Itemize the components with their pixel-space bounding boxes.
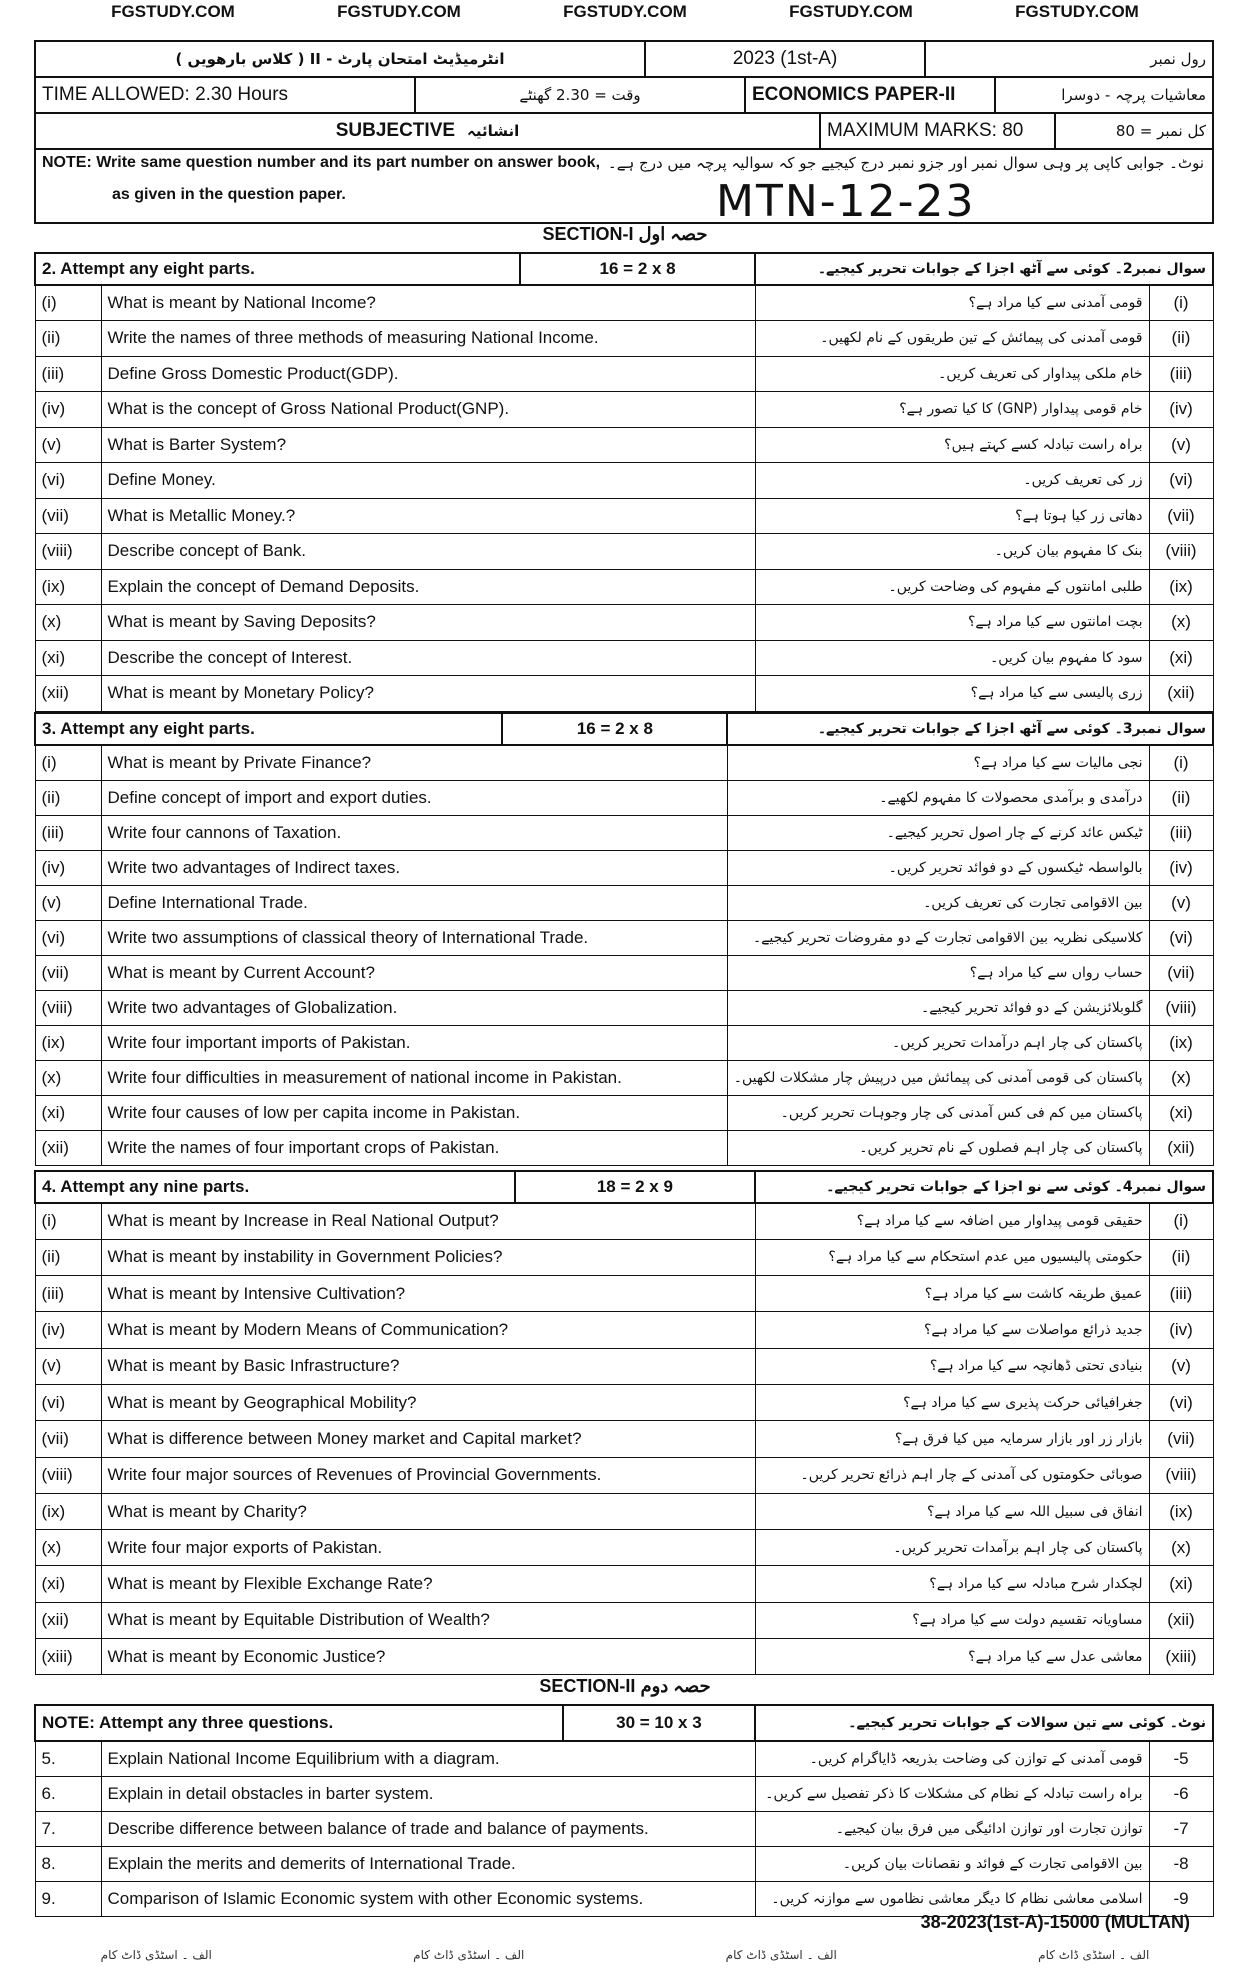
question-row <box>35 1457 1213 1493</box>
part-number: 6. <box>35 1776 101 1811</box>
note-line-1: NOTE: Write same question number and its part number on answer book, <box>42 154 601 171</box>
question-3-table <box>34 712 1214 1166</box>
question-row <box>35 1203 1213 1239</box>
part-number-urdu: (v) <box>1149 885 1213 920</box>
question-text-urdu: بنک کا مفہوم بیان کریں۔ <box>755 534 1149 570</box>
part-number: (xiii) <box>35 1639 101 1675</box>
question-row <box>35 1881 1213 1916</box>
part-number-urdu: (x) <box>1149 1530 1213 1566</box>
question-text-urdu: انفاق فی سبیل اللہ سے کیا مراد ہے؟ <box>755 1493 1149 1529</box>
part-number: (xi) <box>35 1566 101 1602</box>
question-row <box>35 1493 1213 1529</box>
question-text-urdu: عمیق طریقہ کاشت سے کیا مراد ہے؟ <box>755 1276 1149 1312</box>
part-number: (iii) <box>35 1276 101 1312</box>
question-row <box>35 1602 1213 1638</box>
part-number-urdu: -5 <box>1149 1741 1213 1776</box>
question-text-english: Write four major exports of Pakistan. <box>101 1530 755 1566</box>
question-text-urdu: بالواسطہ ٹیکسوں کے دو فوائد تحریر کریں۔ <box>727 850 1149 885</box>
part-number: (iii) <box>35 815 101 850</box>
question-2-table <box>34 252 1214 712</box>
question-text-urdu: زر کی تعریف کریں۔ <box>755 463 1149 499</box>
question-text-english: What is meant by Basic Infrastructure? <box>101 1348 755 1384</box>
part-number-urdu: (vi) <box>1149 920 1213 955</box>
part-number-urdu: (vii) <box>1149 1421 1213 1457</box>
part-number-urdu: -8 <box>1149 1846 1213 1881</box>
question-row <box>35 920 1213 955</box>
part-number-urdu: -7 <box>1149 1811 1213 1846</box>
question-text-urdu: اسلامی معاشی نظام کا دیگر معاشی نظاموں سے موازنہ کریں۔ <box>755 1881 1149 1916</box>
part-number-urdu: -6 <box>1149 1776 1213 1811</box>
part-number: (v) <box>35 1348 101 1384</box>
part-number: (vii) <box>35 955 101 990</box>
part-number: (xii) <box>35 1602 101 1638</box>
note-line-2: as given in the question paper. <box>112 186 346 203</box>
question-row <box>35 1421 1213 1457</box>
question-row <box>35 990 1213 1025</box>
question-text-urdu: قومی آمدنی سے کیا مراد ہے؟ <box>755 285 1149 321</box>
part-number: (vi) <box>35 463 101 499</box>
part-number: 5. <box>35 1741 101 1776</box>
part-number-urdu: (iii) <box>1149 1276 1213 1312</box>
question-row <box>35 1025 1213 1060</box>
question-text-urdu: لچکدار شرح مبادلہ سے کیا مراد ہے؟ <box>755 1566 1149 1602</box>
part-number: (vi) <box>35 920 101 955</box>
part-number: (xii) <box>35 676 101 712</box>
part-number: (ii) <box>35 1239 101 1275</box>
question-text-urdu: بچت امانتوں سے کیا مراد ہے؟ <box>755 605 1149 641</box>
question-text-urdu: بازار زر اور بازار سرمایہ میں کیا فرق ہے؟ <box>755 1421 1149 1457</box>
question-row <box>35 850 1213 885</box>
question-4-table <box>34 1170 1214 1675</box>
watermark: FGSTUDY.COM <box>1015 2 1139 21</box>
part-number: (ii) <box>35 780 101 815</box>
time-allowed: TIME ALLOWED: 2.30 Hours <box>36 78 416 112</box>
max-marks: MAXIMUM MARKS: 80 <box>821 114 1056 148</box>
q4-title: 4. Attempt any nine parts. <box>35 1171 515 1203</box>
part-number: 8. <box>35 1846 101 1881</box>
question-text-urdu: سود کا مفہوم بیان کریں۔ <box>755 640 1149 676</box>
watermark: الف ۔ اسٹڈی ڈاٹ کام <box>100 1948 212 1962</box>
question-text-urdu: پاکستان کی چار اہم برآمدات تحریر کریں۔ <box>755 1530 1149 1566</box>
question-text-urdu: براہ راست تبادلہ کسے کہتے ہیں؟ <box>755 427 1149 463</box>
part-number: (v) <box>35 427 101 463</box>
question-row <box>35 1566 1213 1602</box>
question-row <box>35 1741 1213 1776</box>
question-text-urdu: پاکستان میں کم فی کس آمدنی کی چار وجوہات تحریر کریں۔ <box>727 1095 1149 1130</box>
question-text-english: What is the concept of Gross National Product(GNP). <box>101 392 755 428</box>
paper-code: 38-2023(1st-A)-15000 (MULTAN) <box>920 1912 1190 1932</box>
question-row <box>35 745 1213 780</box>
question-text-urdu: حقیقی قومی پیداوار میں اضافہ سے کیا مراد ہے؟ <box>755 1203 1149 1239</box>
question-text-urdu: پاکستان کی چار اہم فصلوں کے نام تحریر کریں۔ <box>727 1130 1149 1165</box>
question-text-english: Describe difference between balance of trade and balance of payments. <box>101 1811 755 1846</box>
question-row <box>35 1276 1213 1312</box>
part-number-urdu: (x) <box>1149 605 1213 641</box>
part-number-urdu: (viii) <box>1149 990 1213 1025</box>
q5-title-urdu: نوٹ۔ کوئی سے تین سوالات کے جوابات تحریر کیجیے۔ <box>755 1705 1213 1741</box>
question-text-english: What is meant by Private Finance? <box>101 745 727 780</box>
question-text-english: What is meant by Saving Deposits? <box>101 605 755 641</box>
question-row <box>35 569 1213 605</box>
q3-title-urdu: سوال نمبر3۔ کوئی سے آٹھ اجزا کے جوابات تحریر کیجیے۔ <box>727 713 1213 745</box>
question-row <box>35 427 1213 463</box>
watermark: الف ۔ اسٹڈی ڈاٹ کام <box>1038 1948 1150 1962</box>
question-text-urdu: معاشی عدل سے کیا مراد ہے؟ <box>755 1639 1149 1675</box>
part-number: (ix) <box>35 1493 101 1529</box>
part-number-urdu: (xii) <box>1149 1602 1213 1638</box>
question-text-english: Write two advantages of Globalization. <box>101 990 727 1025</box>
q2-title-urdu: سوال نمبر2۔ کوئی سے آٹھ اجزا کے جوابات تحریر کیجیے۔ <box>755 253 1213 285</box>
question-text-urdu: زری پالیسی سے کیا مراد ہے؟ <box>755 676 1149 712</box>
question-text-urdu: صوبائی حکومتوں کی آمدنی کے چار اہم ذرائع تحریر کریں۔ <box>755 1457 1149 1493</box>
part-number-urdu: (ii) <box>1149 321 1213 357</box>
question-text-urdu: قومی آمدنی کی پیمائش کے تین طریقوں کے نام لکھیں۔ <box>755 321 1149 357</box>
question-text-urdu: گلوبلائزیشن کے دو فوائد تحریر کیجیے۔ <box>727 990 1149 1025</box>
part-number-urdu: (vii) <box>1149 955 1213 990</box>
question-row <box>35 498 1213 534</box>
part-number-urdu: (ix) <box>1149 569 1213 605</box>
watermark-row <box>0 2 1250 22</box>
question-text-english: Write four difficulties in measurement of national income in Pakistan. <box>101 1060 727 1095</box>
q4-title-urdu: سوال نمبر4۔ کوئی سے نو اجزا کے جوابات تحریر کیجیے۔ <box>755 1171 1213 1203</box>
question-text-urdu: پاکستان کی قومی آمدنی کی پیمائش میں درپیش چار مشکلات لکھیں۔ <box>727 1060 1149 1095</box>
part-number-urdu: (x) <box>1149 1060 1213 1095</box>
question-row <box>35 1130 1213 1165</box>
question-row <box>35 605 1213 641</box>
part-number-urdu: (i) <box>1149 1203 1213 1239</box>
part-number-urdu: (iv) <box>1149 1312 1213 1348</box>
question-row <box>35 1312 1213 1348</box>
question-row <box>35 285 1213 321</box>
question-text-english: Explain National Income Equilibrium with a diagram. <box>101 1741 755 1776</box>
question-text-urdu: بنیادی تحتی ڈھانچہ سے کیا مراد ہے؟ <box>755 1348 1149 1384</box>
section-1-heading: SECTION-I حصہ اول <box>542 224 708 244</box>
q3-marks: 16 = 2 x 8 <box>502 713 727 745</box>
part-number-urdu: (xiii) <box>1149 1639 1213 1675</box>
question-text-english: What is meant by instability in Government Policies? <box>101 1239 755 1275</box>
part-number: (x) <box>35 605 101 641</box>
question-text-english: Describe concept of Bank. <box>101 534 755 570</box>
bottom-watermarks <box>0 1948 1250 1962</box>
handwritten-code: MTN-12-23 <box>716 176 976 227</box>
part-number: (iii) <box>35 356 101 392</box>
part-number: 7. <box>35 1811 101 1846</box>
question-text-english: Write the names of three methods of measuring National Income. <box>101 321 755 357</box>
question-text-urdu: کلاسیکی نظریہ بین الاقوامی تجارت کے دو مفروضات تحریر کیجیے۔ <box>727 920 1149 955</box>
subject: ECONOMICS PAPER-II <box>746 78 996 112</box>
part-number-urdu: (iv) <box>1149 850 1213 885</box>
part-number: (x) <box>35 1060 101 1095</box>
question-row <box>35 1846 1213 1881</box>
part-number-urdu: (i) <box>1149 285 1213 321</box>
question-text-english: Write four important imports of Pakistan. <box>101 1025 727 1060</box>
question-text-english: Explain in detail obstacles in barter system. <box>101 1776 755 1811</box>
part-number-urdu: (i) <box>1149 745 1213 780</box>
part-number: (xii) <box>35 1130 101 1165</box>
part-number: (viii) <box>35 990 101 1025</box>
question-text-english: What is meant by Monetary Policy? <box>101 676 755 712</box>
part-number-urdu: (xi) <box>1149 1566 1213 1602</box>
part-number-urdu: (iii) <box>1149 815 1213 850</box>
section-2-table <box>34 1704 1214 1917</box>
part-number: (x) <box>35 1530 101 1566</box>
question-text-english: What is Barter System? <box>101 427 755 463</box>
q4-marks: 18 = 2 x 9 <box>515 1171 755 1203</box>
question-row <box>35 1384 1213 1420</box>
question-row <box>35 463 1213 499</box>
question-text-urdu: جدید ذرائع مواصلات سے کیا مراد ہے؟ <box>755 1312 1149 1348</box>
question-text-urdu: خام ملکی پیداوار کی تعریف کریں۔ <box>755 356 1149 392</box>
question-row <box>35 534 1213 570</box>
part-number-urdu: (iv) <box>1149 392 1213 428</box>
question-text-english: Write four causes of low per capita income in Pakistan. <box>101 1095 727 1130</box>
part-number: (xi) <box>35 1095 101 1130</box>
section-2-heading: SECTION-II حصہ دوم <box>539 1676 711 1696</box>
part-number-urdu: (vi) <box>1149 463 1213 499</box>
note-urdu: نوٹ۔ جوابی کاپی پر وہی سوال نمبر اور جزو نمبر درج کیجیے جو کہ سوالیہ پرچہ میں درج ہے۔ <box>607 154 1204 172</box>
part-number-urdu: (ii) <box>1149 780 1213 815</box>
part-number: (vii) <box>35 498 101 534</box>
part-number: (i) <box>35 285 101 321</box>
part-number: (ix) <box>35 1025 101 1060</box>
watermark: الف ۔ اسٹڈی ڈاٹ کام <box>725 1948 837 1962</box>
q2-title: 2. Attempt any eight parts. <box>35 253 520 285</box>
part-number: (ii) <box>35 321 101 357</box>
roll-number-label: رول نمبر <box>1150 50 1206 68</box>
question-text-english: What is meant by Geographical Mobility? <box>101 1384 755 1420</box>
question-row <box>35 640 1213 676</box>
q3-title: 3. Attempt any eight parts. <box>35 713 502 745</box>
question-text-english: What is Metallic Money.? <box>101 498 755 534</box>
part-number: (viii) <box>35 534 101 570</box>
part-number: (iv) <box>35 850 101 885</box>
question-text-urdu: براہ راست تبادلہ کے نظام کی مشکلات کا ذکر تفصیل سے کریں۔ <box>755 1776 1149 1811</box>
paper-type-urdu: انشائیہ <box>467 122 520 140</box>
part-number: 9. <box>35 1881 101 1916</box>
question-text-urdu: بین الاقوامی تجارت کی تعریف کریں۔ <box>727 885 1149 920</box>
part-number-urdu: (ix) <box>1149 1493 1213 1529</box>
question-row <box>35 1811 1213 1846</box>
question-text-urdu: ٹیکس عائد کرنے کے چار اصول تحریر کیجیے۔ <box>727 815 1149 850</box>
part-number-urdu: (xi) <box>1149 640 1213 676</box>
question-text-urdu: نجی مالیات سے کیا مراد ہے؟ <box>727 745 1149 780</box>
exam-title-urdu: انٹرمیڈیٹ امتحان پارٹ - II ( کلاس بارھویں ) <box>36 42 646 76</box>
question-text-english: Define Gross Domestic Product(GDP). <box>101 356 755 392</box>
question-text-urdu: بین الاقوامی تجارت کے فوائد و نقصانات بیان کریں۔ <box>755 1846 1149 1881</box>
paper-type: SUBJECTIVE <box>335 120 456 141</box>
question-text-urdu: طلبی امانتوں کے مفہوم کی وضاحت کریں۔ <box>755 569 1149 605</box>
question-row <box>35 780 1213 815</box>
question-row <box>35 955 1213 990</box>
part-number: (xi) <box>35 640 101 676</box>
question-text-english: What is meant by Current Account? <box>101 955 727 990</box>
part-number-urdu: (vi) <box>1149 1384 1213 1420</box>
question-text-english: What is meant by Intensive Cultivation? <box>101 1276 755 1312</box>
part-number: (vii) <box>35 1421 101 1457</box>
question-text-english: Explain the merits and demerits of International Trade. <box>101 1846 755 1881</box>
question-text-english: What is meant by Increase in Real National Output? <box>101 1203 755 1239</box>
question-text-english: What is difference between Money market and Capital market? <box>101 1421 755 1457</box>
question-row <box>35 1239 1213 1275</box>
q5-marks: 30 = 10 x 3 <box>563 1705 755 1741</box>
question-text-english: Define Money. <box>101 463 755 499</box>
watermark: FGSTUDY.COM <box>337 2 461 21</box>
part-number-urdu: (ii) <box>1149 1239 1213 1275</box>
part-number-urdu: (ix) <box>1149 1025 1213 1060</box>
part-number: (v) <box>35 885 101 920</box>
part-number-urdu: (vii) <box>1149 498 1213 534</box>
max-marks-urdu: کل نمبر = 80 <box>1115 122 1206 140</box>
time-urdu: وقت = 2.30 گھنٹے <box>416 78 746 112</box>
question-text-urdu: مساویانہ تقسیم دولت سے کیا مراد ہے؟ <box>755 1602 1149 1638</box>
part-number: (viii) <box>35 1457 101 1493</box>
question-text-urdu: پاکستان کی چار اہم درآمدات تحریر کریں۔ <box>727 1025 1149 1060</box>
question-row <box>35 885 1213 920</box>
paper-header <box>34 40 1214 227</box>
part-number-urdu: (xii) <box>1149 676 1213 712</box>
question-text-urdu: قومی آمدنی کے توازن کی وضاحت بذریعہ ڈایاگرام کریں۔ <box>755 1741 1149 1776</box>
question-text-urdu: جغرافیائی حرکت پذیری سے کیا مراد ہے؟ <box>755 1384 1149 1420</box>
question-text-english: Define International Trade. <box>101 885 727 920</box>
question-row <box>35 1639 1213 1675</box>
question-text-english: Explain the concept of Demand Deposits. <box>101 569 755 605</box>
part-number: (i) <box>35 745 101 780</box>
question-text-english: What is meant by Flexible Exchange Rate? <box>101 1566 755 1602</box>
question-text-english: What is meant by Economic Justice? <box>101 1639 755 1675</box>
question-row <box>35 1060 1213 1095</box>
question-text-english: What is meant by National Income? <box>101 285 755 321</box>
part-number: (vi) <box>35 1384 101 1420</box>
part-number: (i) <box>35 1203 101 1239</box>
question-row <box>35 1776 1213 1811</box>
question-row <box>35 1530 1213 1566</box>
part-number: (iv) <box>35 1312 101 1348</box>
part-number-urdu: (xii) <box>1149 1130 1213 1165</box>
question-row <box>35 321 1213 357</box>
q2-marks: 16 = 2 x 8 <box>520 253 755 285</box>
question-row <box>35 1348 1213 1384</box>
question-row <box>35 1095 1213 1130</box>
question-text-urdu: دھاتی زر کیا ہوتا ہے؟ <box>755 498 1149 534</box>
question-text-urdu: حساب رواں سے کیا مراد ہے؟ <box>727 955 1149 990</box>
question-text-english: Write four major sources of Revenues of Provincial Governments. <box>101 1457 755 1493</box>
question-text-english: Write two advantages of Indirect taxes. <box>101 850 727 885</box>
question-row <box>35 356 1213 392</box>
part-number-urdu: (v) <box>1149 1348 1213 1384</box>
part-number-urdu: (v) <box>1149 427 1213 463</box>
subject-urdu: معاشیات پرچہ - دوسرا <box>1061 86 1206 104</box>
question-text-urdu: خام قومی پیداوار (GNP) کا کیا تصور ہے؟ <box>755 392 1149 428</box>
exam-year: 2023 (1st-A) <box>646 42 926 76</box>
question-text-english: Describe the concept of Interest. <box>101 640 755 676</box>
part-number-urdu: (viii) <box>1149 534 1213 570</box>
part-number: (iv) <box>35 392 101 428</box>
part-number-urdu: (iii) <box>1149 356 1213 392</box>
q5-title: NOTE: Attempt any three questions. <box>35 1705 563 1741</box>
question-text-english: Write the names of four important crops of Pakistan. <box>101 1130 727 1165</box>
question-text-english: Define concept of import and export duties. <box>101 780 727 815</box>
question-row <box>35 676 1213 712</box>
question-text-english: What is meant by Modern Means of Communication? <box>101 1312 755 1348</box>
part-number-urdu: (xi) <box>1149 1095 1213 1130</box>
question-row <box>35 392 1213 428</box>
watermark: FGSTUDY.COM <box>563 2 687 21</box>
watermark: FGSTUDY.COM <box>111 2 235 21</box>
question-text-english: What is meant by Charity? <box>101 1493 755 1529</box>
part-number: (ix) <box>35 569 101 605</box>
part-number-urdu: -9 <box>1149 1881 1213 1916</box>
question-text-urdu: حکومتی پالیسیوں میں عدم استحکام سے کیا مراد ہے؟ <box>755 1239 1149 1275</box>
part-number-urdu: (viii) <box>1149 1457 1213 1493</box>
question-text-urdu: توازن تجارت اور توازن ادائیگی میں فرق بیان کیجیے۔ <box>755 1811 1149 1846</box>
watermark: الف ۔ اسٹڈی ڈاٹ کام <box>413 1948 525 1962</box>
question-text-english: Comparison of Islamic Economic system with other Economic systems. <box>101 1881 755 1916</box>
question-text-english: Write four cannons of Taxation. <box>101 815 727 850</box>
question-row <box>35 815 1213 850</box>
question-text-english: What is meant by Equitable Distribution of Wealth? <box>101 1602 755 1638</box>
question-text-urdu: درآمدی و برآمدی محصولات کا مفہوم لکھیے۔ <box>727 780 1149 815</box>
question-text-english: Write two assumptions of classical theory of International Trade. <box>101 920 727 955</box>
watermark: FGSTUDY.COM <box>789 2 913 21</box>
